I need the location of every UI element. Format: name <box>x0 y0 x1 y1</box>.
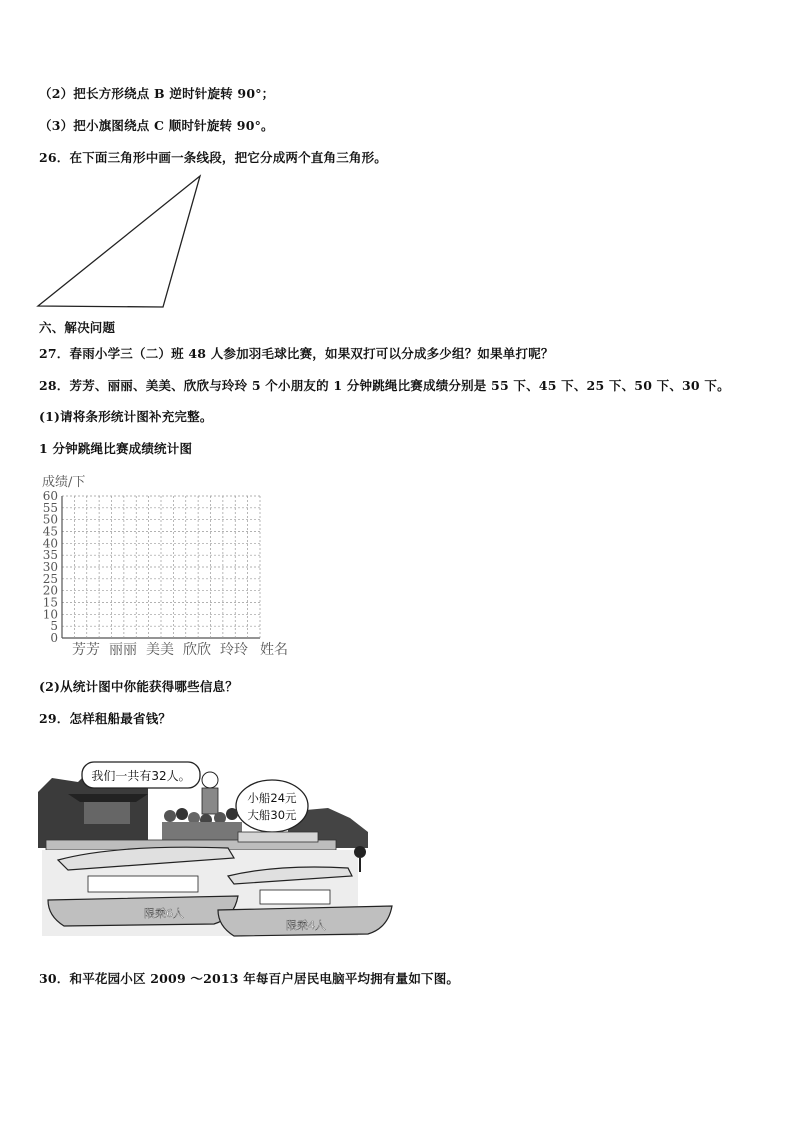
y-tick-label: 30 <box>42 560 58 574</box>
triangle-figure <box>30 170 210 312</box>
pavilion-roof <box>68 794 148 802</box>
y-tick-label: 50 <box>42 512 58 527</box>
y-tick-label: 60 <box>42 489 58 503</box>
x-category-label: 欣欣 <box>183 642 211 658</box>
x-category-labels <box>72 641 248 658</box>
boat-rental-illustration <box>38 748 398 948</box>
question-25-part-2: （2）把长方形绕点 B 逆时针旋转 90°； <box>39 86 275 101</box>
question-28-part-1: (1)请将条形统计图补充完整。 <box>39 409 213 424</box>
price-bubble <box>236 780 308 832</box>
question-29: 29．怎样租船最省钱？ <box>39 711 172 726</box>
y-tick-label: 0 <box>50 631 58 645</box>
x-category-label: 丽丽 <box>109 642 137 658</box>
y-tick-label: 45 <box>42 524 58 539</box>
y-tick-label: 20 <box>42 583 58 598</box>
price-small-boat: 小船24元 <box>247 791 297 805</box>
big-boat-label: 限乘6人 <box>144 907 184 920</box>
y-tick-labels <box>43 489 58 645</box>
y-tick-label: 55 <box>42 500 58 515</box>
y-tick-label: 5 <box>50 619 58 634</box>
x-axis-label: 姓名 <box>260 642 288 658</box>
speech-text: 我们一共有32人。 <box>91 769 191 783</box>
question-28: 28．芳芳、丽丽、美美、欣欣与玲玲 5 个小朋友的 1 分钟跳绳比赛成绩分别是 55 下、45 下、25 下、50 下、30 下。 <box>39 378 730 393</box>
tree-icon <box>354 846 366 858</box>
question-25-part-3: （3）把小旗图绕点 C 顺时针旋转 90°。 <box>39 118 274 133</box>
y-tick-label: 25 <box>42 571 58 586</box>
question-27: 27．春雨小学三（二）班 48 人参加羽毛球比赛，如果双打可以分成多少组？如果单打呢？ <box>39 346 554 361</box>
chart-grid <box>62 496 260 638</box>
chart-title: 1 分钟跳绳比赛成绩统计图 <box>39 441 193 456</box>
teacher-figure <box>202 772 218 788</box>
question-28-part-2: (2)从统计图中你能获得哪些信息？ <box>39 679 238 694</box>
y-tick-label: 15 <box>42 595 58 610</box>
y-tick-label: 10 <box>42 607 58 622</box>
section-6-heading: 六、解决问题 <box>39 320 116 335</box>
question-30: 30．和平花园小区 2009 ～2013 年每百户居民电脑平均拥有量如下图。 <box>39 971 460 986</box>
small-boat-label: 限乘4人 <box>286 919 326 932</box>
question-26: 26．在下面三角形中画一条线段，把它分成两个直角三角形。 <box>39 150 387 165</box>
y-tick-label: 35 <box>42 548 58 563</box>
y-tick-label: 40 <box>42 536 58 551</box>
price-big-boat: 大船30元 <box>247 808 297 822</box>
x-category-label: 芳芳 <box>72 642 100 658</box>
x-category-label: 玲玲 <box>220 642 248 658</box>
pavilion-body <box>84 802 130 824</box>
x-category-label: 美美 <box>146 642 174 658</box>
bar-chart <box>38 470 298 665</box>
y-axis-label: 成绩/下 <box>42 475 86 490</box>
